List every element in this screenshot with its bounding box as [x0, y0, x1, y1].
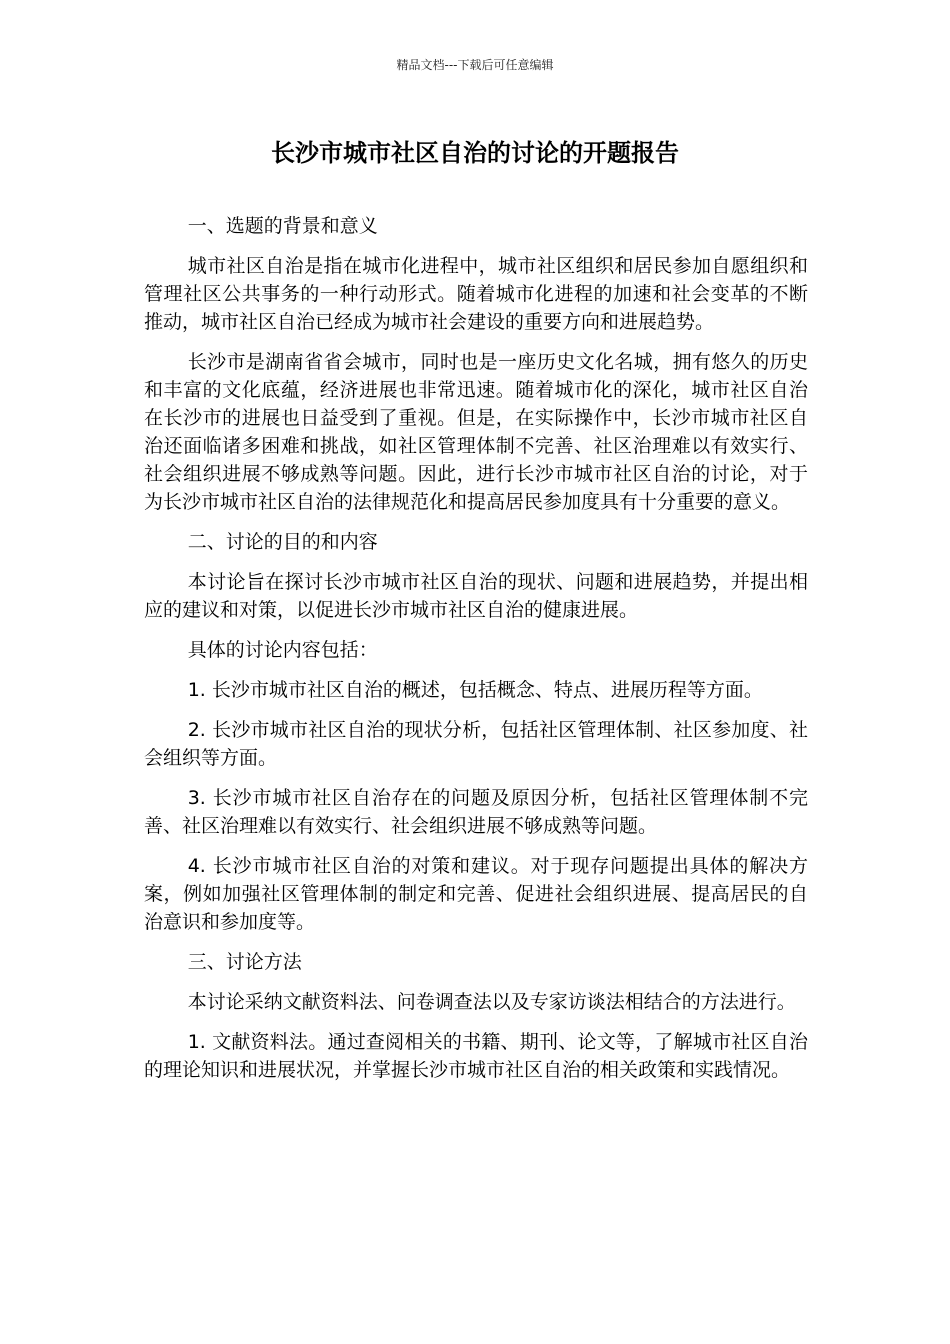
document-body	[144, 212, 808, 1096]
paragraph-content-intro: 具体的讨论内容包括：	[187, 639, 378, 661]
paragraph-goals: 本讨论旨在探讨长沙市城市社区自治的现状、问题和进展趋势，并提出相应的建议和对策，以促进长沙市城市社区自治的健康进展。	[144, 571, 808, 621]
paragraph-methods: 本讨论采纳文献资料法、问卷调查法以及专家访谈法相结合的方法进行。	[187, 991, 796, 1013]
paragraph-definition: 城市社区自治是指在城市化进程中，城市社区组织和居民参加自愿组织和管理社区公共事务的一种行动形式。随着城市化进程的加速和社会变革的不断推动，城市社区自治已经成为城市社会建设的重要方向和进展趋势。	[144, 255, 808, 333]
list-item-problems: 3. 长沙市城市社区自治存在的问题及原因分析，包括社区管理体制不完善、社区治理难以有效实行、社会组织进展不够成熟等问题。	[144, 787, 808, 837]
section-heading-goals: 二、讨论的目的和内容	[187, 531, 378, 553]
section-heading-background: 一、选题的背景和意义	[187, 215, 378, 237]
document-title: 长沙市城市社区自治的讨论的开题报告	[271, 139, 679, 167]
paragraph-changsha-context: 长沙市是湖南省省会城市，同时也是一座历史文化名城，拥有悠久的历史和丰富的文化底蕴，经济进展也非常迅速。随着城市化的深化，城市社区自治在长沙市的进展也日益受到了重视。但是，在实际操作中，长沙市城市社区自治还面临诸多困难和挑战，如社区管理体制不完善、社区治理难以有效实行、社会组织进展不够成熟等问题。因此，进行长沙市城市社区自治的讨论，对于为长沙市城市社区自治的法律规范化和提高居民参加度具有十分重要的意义。	[144, 351, 808, 513]
list-item-literature-method: 1. 文献资料法。通过查阅相关的书籍、期刊、论文等，了解城市社区自治的理论知识和进展状况，并掌握长沙市城市社区自治的相关政策和实践情况。	[144, 1031, 808, 1081]
section-heading-methods: 三、讨论方法	[187, 951, 302, 973]
list-item-countermeasures: 4. 长沙市城市社区自治的对策和建议。对于现存问题提出具体的解决方案，例如加强社区管理体制的制定和完善、促进社会组织进展、提高居民的自治意识和参加度等。	[144, 855, 808, 933]
page-header: 精品文档---下载后可任意编辑	[396, 58, 554, 72]
list-item-overview: 1. 长沙市城市社区自治的概述，包括概念、特点、进展历程等方面。	[187, 679, 763, 701]
list-item-status-analysis: 2. 长沙市城市社区自治的现状分析，包括社区管理体制、社区参加度、社会组织等方面。	[144, 719, 808, 769]
